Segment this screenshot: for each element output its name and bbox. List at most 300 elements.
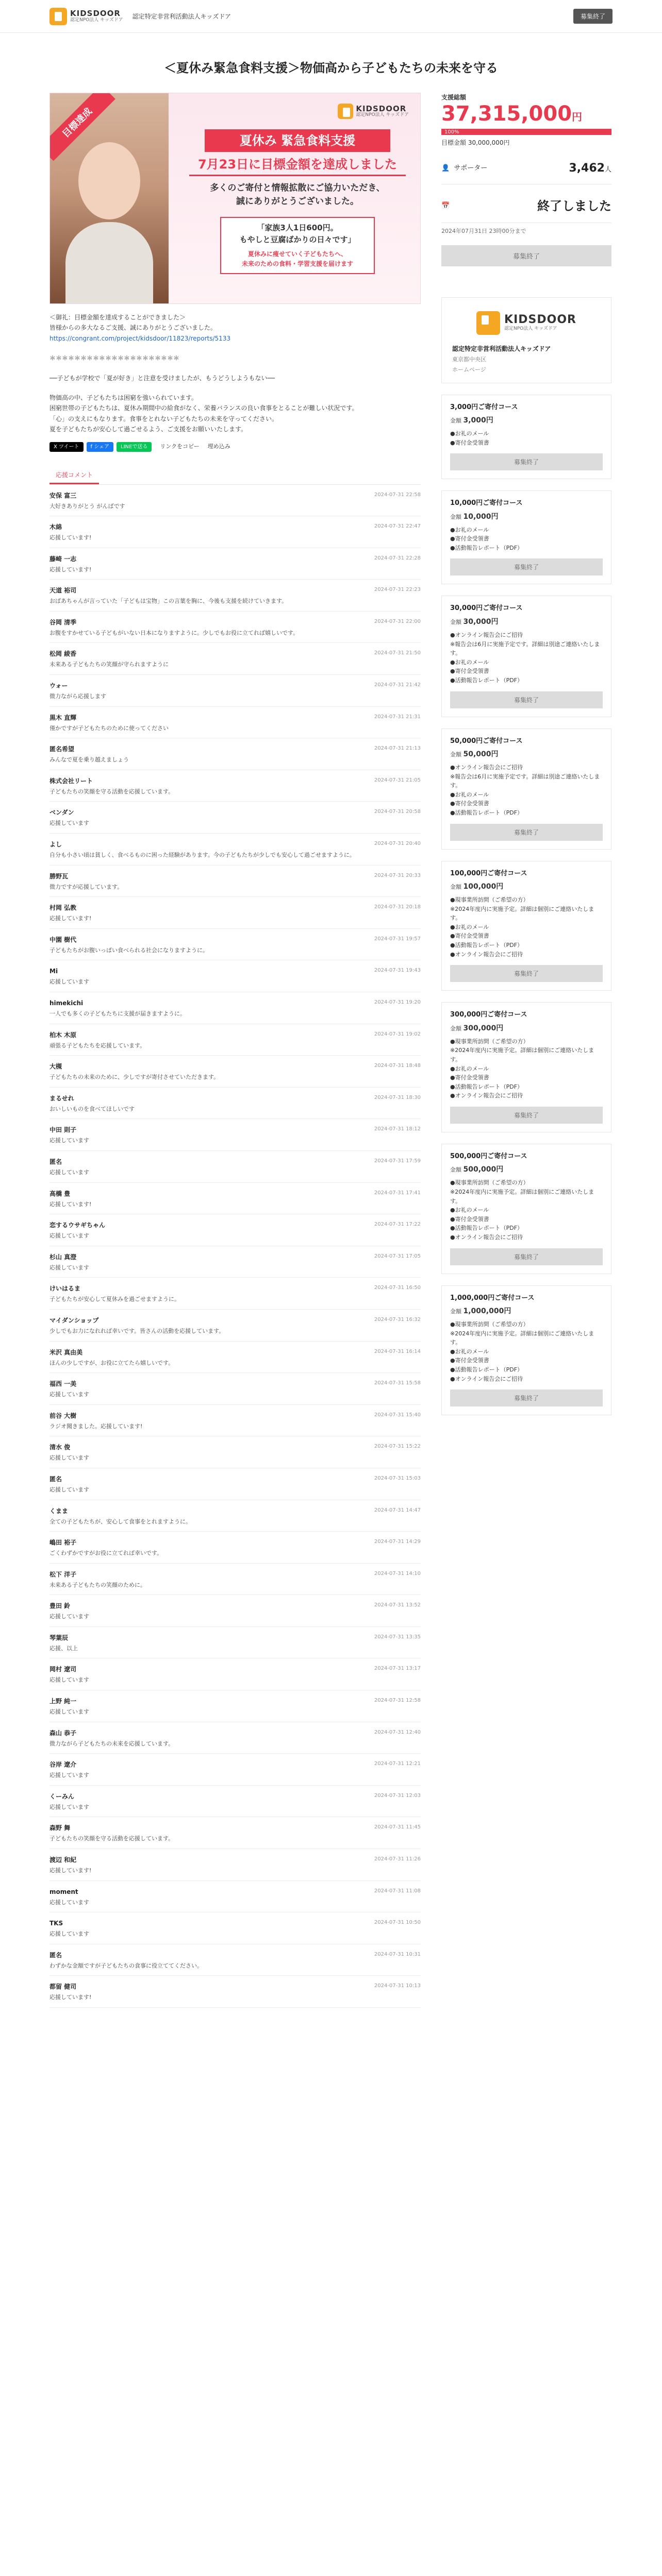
funding-summary <box>441 93 611 266</box>
course-return-item: ●寄付金受領書 <box>450 1357 489 1364</box>
comment-item <box>49 1849 421 1881</box>
org-logo[interactable] <box>452 311 601 335</box>
comment-item <box>49 1468 421 1500</box>
comment-head <box>49 840 421 849</box>
course-title: 1,000,000円ご寄付コース <box>450 1294 535 1302</box>
comment-text: みんなで夏を乗り越えましょう <box>49 756 129 764</box>
course-return-item: ●オンライン報告会にご招待 <box>450 631 523 638</box>
comment-head <box>49 1855 421 1865</box>
comment-item <box>49 1342 421 1374</box>
course-price-label: 金額 <box>450 884 461 891</box>
comment-date: 2024-07-31 12:58 <box>374 1698 421 1704</box>
comment-date: 2024-07-31 13:17 <box>374 1666 421 1672</box>
course-returns <box>450 1320 603 1383</box>
comment-head <box>49 1189 421 1198</box>
comment-head <box>49 1633 421 1642</box>
comment-head <box>49 1379 421 1388</box>
comment-date: 2024-07-31 22:00 <box>374 618 421 624</box>
course-price <box>450 882 603 892</box>
funding-progress-label: 100% <box>444 129 459 135</box>
comment-item <box>49 643 421 675</box>
comment-date: 2024-07-31 15:40 <box>374 1412 421 1418</box>
description-line: ＜御礼：目標金額を達成することができました＞ <box>49 314 186 321</box>
comment-text: わずかな金額ですが子どもたちの食事に役立ててください。 <box>49 1962 203 1969</box>
comment-item <box>49 1564 421 1596</box>
comment-head <box>49 681 421 690</box>
course-price <box>450 415 603 426</box>
comment-date: 2024-07-31 20:58 <box>374 809 421 815</box>
comment-text: 応援しています! <box>49 915 92 922</box>
org-logo-title: KIDSDOOR <box>504 313 576 327</box>
comment-head <box>49 649 421 658</box>
comment-author: 匿名希望 <box>49 745 75 753</box>
course-price-label: 金額 <box>450 417 461 424</box>
comment-text: 少しでもお力になれれば幸いです。皆さんの活動を応援しています。 <box>49 1327 225 1334</box>
comment-author: よし <box>49 841 62 849</box>
course-return-item: ●お礼のメール <box>450 1348 489 1355</box>
comment-date: 2024-07-31 21:05 <box>374 777 421 783</box>
comment-head <box>49 967 421 976</box>
comment-item <box>49 1595 421 1627</box>
comment-author: 森山 恭子 <box>49 1729 77 1737</box>
comment-text: 未来ある子どもたちの笑顔のために。 <box>49 1581 146 1588</box>
comment-date: 2024-07-31 20:40 <box>374 841 421 847</box>
comment-date: 2024-07-31 18:30 <box>374 1094 421 1100</box>
course-return-item: ●現事業所訪問（ご希望の方） <box>450 1038 529 1045</box>
comment-item <box>49 866 421 897</box>
comment-date: 2024-07-31 13:35 <box>374 1634 421 1640</box>
comment-date: 2024-07-31 21:42 <box>374 682 421 688</box>
comment-head <box>49 1094 421 1103</box>
supporters-row <box>441 152 611 184</box>
org-name[interactable]: 認定特定非営利活動法人キッズドア <box>452 345 551 352</box>
description-line: 皆様からの多大なるご支援、誠にありがとうございました。 <box>49 324 217 332</box>
comment-item <box>49 960 421 992</box>
comment-item <box>49 1690 421 1722</box>
comment-item <box>49 929 421 961</box>
description-line: 夏を子どもたちが安心して過ごせるよう、ご支援をお願いいたします。 <box>49 426 247 433</box>
comment-date: 2024-07-31 20:33 <box>374 872 421 878</box>
site-logo[interactable] <box>49 8 123 25</box>
hero-quote-box <box>220 217 375 274</box>
main-column <box>49 93 421 2008</box>
comment-text: お腹をすかせている子どもがいない日本になりますように。少しでもお役に立てれば嬉しいです。 <box>49 629 299 636</box>
comment-author: 木綿 <box>49 523 62 531</box>
comment-author: 清水 俊 <box>49 1444 71 1451</box>
description-spacer <box>49 383 421 393</box>
comment-item <box>49 1373 421 1405</box>
org-logo-sub: 認定NPO法人 キッズドア <box>504 326 557 331</box>
comment-text: 応援しています! <box>49 1200 92 1208</box>
deadline-text: 2024年07月31日 23時00分まで <box>441 228 526 234</box>
comment-date: 2024-07-31 19:43 <box>374 968 421 974</box>
course-price-label: 金額 <box>450 618 461 625</box>
kidsdoor-logo-icon <box>338 104 353 119</box>
comment-head <box>49 618 421 627</box>
comment-head <box>49 1316 421 1325</box>
comment-author: 黒木 直輝 <box>49 714 77 721</box>
comment-item <box>49 675 421 707</box>
hero-quote-line-1: 「家族3人1日600円。 <box>257 223 338 232</box>
status-row <box>441 190 611 223</box>
comment-head <box>49 1570 421 1579</box>
description-line: 「心」の支えにもなります。食事をとれない子どもたちの未来を守ってください。 <box>49 415 278 422</box>
comment-date: 2024-07-31 21:50 <box>374 650 421 656</box>
comment-text: ほんの少しですが、お役に立てたら嬉しいです。 <box>49 1359 174 1366</box>
comment-text: 応援しています <box>49 978 89 986</box>
comment-text: 応援しています <box>49 1613 89 1620</box>
comment-item <box>49 516 421 548</box>
org-location: 東京都中央区 <box>452 355 486 363</box>
comment-head <box>49 1601 421 1611</box>
comment-head <box>49 1823 421 1833</box>
comment-author: 村岡 弘教 <box>49 904 77 912</box>
comment-author: 中田 則子 <box>49 1126 77 1134</box>
comment-author: 安保 富三 <box>49 492 77 499</box>
header-left <box>49 8 231 25</box>
course-price-value: 1,000,000円 <box>463 1307 511 1316</box>
course-price-value: 500,000円 <box>463 1165 504 1174</box>
course-return-item: ●お礼のメール <box>450 526 489 533</box>
copy-link-button[interactable]: リンクをコピー <box>160 443 200 450</box>
course-return-item: ●寄付金受領書 <box>450 535 489 543</box>
hero-logo-title: KIDSDOOR <box>356 104 407 113</box>
course-return-item: ●寄付金受領書 <box>450 1215 489 1223</box>
donation-course <box>441 1002 611 1132</box>
org-homepage-link[interactable]: ホームページ <box>452 366 486 373</box>
comment-item <box>49 580 421 612</box>
comment-head <box>49 1760 421 1769</box>
comment-text: 応援しています <box>49 1168 89 1176</box>
hero-logo-text <box>356 105 409 118</box>
comment-text: 応援しています <box>49 1676 89 1684</box>
course-returns <box>450 1037 603 1100</box>
comment-head <box>49 1475 421 1484</box>
course-price-label: 金額 <box>450 1025 461 1032</box>
funding-label: 支援総額 <box>441 94 467 101</box>
comment-head <box>49 1665 421 1674</box>
course-price-value: 10,000円 <box>463 512 499 521</box>
course-return-item: ●寄付金受領書 <box>450 1074 489 1081</box>
comment-date: 2024-07-31 14:10 <box>374 1570 421 1577</box>
comment-item <box>49 1088 421 1120</box>
course-return-item: ●活動報告レポート（PDF） <box>450 1083 523 1090</box>
comment-item <box>49 1500 421 1532</box>
comment-item <box>49 1246 421 1278</box>
comment-item <box>49 1405 421 1437</box>
share-row <box>49 442 421 452</box>
comment-date: 2024-07-31 21:31 <box>374 714 421 720</box>
comment-text: おばあちゃんが言っていた「子どもは宝物」この言葉を胸に、今後も支援を続けていきます。 <box>49 598 288 605</box>
comment-text: 子どもたちの未来のために、少しですが寄付させていただきます。 <box>49 1074 220 1081</box>
share-line-button[interactable]: LINEで送る <box>117 442 152 452</box>
comment-item <box>49 707 421 739</box>
course-price <box>450 1023 603 1034</box>
supporters-label-wrap <box>441 163 487 174</box>
organization-card <box>441 297 611 383</box>
comment-item <box>49 1183 421 1215</box>
comment-author: マイダンショップ <box>49 1316 99 1324</box>
supporters-unit: 人 <box>604 166 611 174</box>
comment-item <box>49 897 421 929</box>
comment-head <box>49 1443 421 1452</box>
course-returns <box>450 429 603 447</box>
comment-head <box>49 1887 421 1896</box>
comment-item <box>49 802 421 834</box>
course-ended-button[interactable]: 募集終了 <box>450 1248 603 1265</box>
comment-head <box>49 998 421 1008</box>
status-icon-wrap <box>441 201 450 211</box>
comment-text: 子どもたちの笑顔を守る活動を応援しています。 <box>49 788 174 795</box>
comment-date: 2024-07-31 18:12 <box>374 1126 421 1132</box>
comment-head <box>49 1697 421 1706</box>
comment-author: Mi <box>49 968 58 975</box>
course-ended-button[interactable]: 募集終了 <box>450 558 603 575</box>
comment-text: 子どもたちがお腹いっぱい食べられる社会になりますように。 <box>49 946 208 954</box>
course-return-item: ●オンライン報告会にご招待 <box>450 1233 523 1241</box>
comment-text: 応援しています <box>49 1899 89 1906</box>
comment-author: 豊田 鈴 <box>49 1602 71 1610</box>
comment-head <box>49 1728 421 1738</box>
course-price <box>450 1306 603 1317</box>
course-title: 100,000円ご寄付コース <box>450 869 527 877</box>
comment-author: 森野 舞 <box>49 1824 71 1832</box>
funding-amount-value: 37,315,000 <box>441 102 572 126</box>
embed-button[interactable]: 埋め込み <box>207 443 230 450</box>
funding-goal: 目標金額 30,000,000円 <box>441 139 510 146</box>
course-price <box>450 1164 603 1175</box>
comment-author: 琴葉辰 <box>49 1634 69 1641</box>
supporters-count <box>569 160 611 177</box>
course-title: 3,000円ご寄付コース <box>450 403 518 411</box>
comment-head <box>49 1951 421 1960</box>
comment-author: まるせれ <box>49 1094 74 1102</box>
comment-author: 匿名 <box>49 1951 62 1959</box>
course-price-value: 300,000円 <box>463 1024 504 1032</box>
comment-item <box>49 1944 421 1976</box>
comment-head <box>49 1030 421 1040</box>
comment-text: ラジオ聞きました。応援しています! <box>49 1422 143 1430</box>
comment-author: TKS <box>49 1920 63 1927</box>
description-spacer <box>49 344 421 353</box>
comment-date: 2024-07-31 16:50 <box>374 1285 421 1291</box>
course-returns <box>450 1178 603 1242</box>
description-line: ──子どもが学校で「夏が好き」と注意を受けましたが、もうどうしようもない── <box>49 374 275 382</box>
hero-title: 夏休み 緊急食料支援 <box>205 129 390 152</box>
comment-head <box>49 935 421 944</box>
comment-item <box>49 1310 421 1342</box>
comment-text: 未来ある子どもたちの笑顔が守られますように <box>49 661 169 668</box>
comment-author: 嶋田 裕子 <box>49 1539 77 1547</box>
comment-date: 2024-07-31 12:03 <box>374 1792 421 1799</box>
header-ended-button[interactable]: 募集終了 <box>573 9 613 24</box>
course-return-item: ●お礼のメール <box>450 1207 489 1214</box>
comment-text: 子どもたちの笑顔を守る活動を応援しています。 <box>49 1835 174 1842</box>
comment-date: 2024-07-31 17:22 <box>374 1222 421 1228</box>
comment-item <box>49 1912 421 1944</box>
comment-text: 微力ながら子どもたちの未来を応援しています。 <box>49 1740 174 1747</box>
kidsdoor-logo-icon <box>476 311 500 335</box>
comment-item <box>49 992 421 1024</box>
course-return-item: ●お礼のメール <box>450 1065 489 1072</box>
course-price <box>450 512 603 522</box>
supporters-label: サポーター <box>454 164 488 172</box>
comment-text: 応援しています <box>49 1930 89 1938</box>
tab-comments[interactable]: 応援コメント <box>49 467 99 484</box>
comment-head <box>49 1348 421 1357</box>
course-ended-button[interactable]: 募集終了 <box>450 965 603 982</box>
course-title: 500,000円ご寄付コース <box>450 1152 527 1160</box>
comment-head <box>49 554 421 564</box>
course-return-item: ●オンライン報告会にご招待 <box>450 764 523 771</box>
comment-head <box>49 522 421 532</box>
comment-item <box>49 1817 421 1849</box>
project-description <box>49 312 421 435</box>
comment-text: 微力ながら応援します <box>49 693 106 700</box>
comment-text: 応援しています <box>49 1772 89 1779</box>
comment-text: 一人でも多くの子どもたちに支援が届きますように。 <box>49 1010 186 1018</box>
comment-item <box>49 1722 421 1754</box>
comment-date: 2024-07-31 19:20 <box>374 999 421 1006</box>
comment-text: 自分も小さい頃は貧しく、食べるものに困った経験があります。今の子どもたちが少しでも安心して過ごせますように。 <box>49 852 355 859</box>
person-icon: 👤 <box>441 164 450 172</box>
course-title: 30,000円ご寄付コース <box>450 604 523 613</box>
comment-author: 株式会社リート <box>49 777 93 785</box>
comment-head <box>49 1252 421 1262</box>
comment-text: 頑張る子どもたちを応援しています。 <box>49 1042 146 1049</box>
course-title: 300,000円ご寄付コース <box>450 1011 527 1019</box>
course-ended-button[interactable]: 募集終了 <box>450 824 603 841</box>
description-line[interactable]: https://congrant.com/project/kidsdoor/11823/reports/5133 <box>49 334 231 342</box>
comment-text: 応援しています! <box>49 1994 92 2001</box>
comment-item <box>49 834 421 866</box>
course-ended-button[interactable]: 募集終了 <box>450 1107 603 1124</box>
course-return-item: ●活動報告レポート（PDF） <box>450 1225 523 1232</box>
course-return-item: ●寄付金受領書 <box>450 439 489 446</box>
course-ended-button[interactable]: 募集終了 <box>450 1389 603 1406</box>
header-org-name[interactable]: 認定特定非営利活動法人キッズドア <box>132 12 231 20</box>
comment-text: 応援しています! <box>49 1867 92 1874</box>
comment-date: 2024-07-31 22:58 <box>374 492 421 498</box>
comment-item <box>49 1976 421 2008</box>
comment-head <box>49 1506 421 1516</box>
comment-author: 柏木 木原 <box>49 1031 77 1039</box>
course-return-item: ●寄付金受領書 <box>450 933 489 940</box>
comment-item <box>49 1278 421 1310</box>
comment-head <box>49 1221 421 1230</box>
comment-head <box>49 808 421 817</box>
comment-author: 天道 裕司 <box>49 587 77 595</box>
funding-ended-button[interactable]: 募集終了 <box>441 245 611 266</box>
comment-author: 岡村 遼司 <box>49 1666 77 1673</box>
course-return-item: ※2024年度内に実施予定。詳細は個別にご連絡いたします。 <box>450 1047 594 1063</box>
comment-text: 子どもたちが安心して夏休みを過ごせますように。 <box>49 1296 180 1303</box>
goal-achieved-ribbon: 目標達成 <box>49 93 115 161</box>
share-x-button[interactable]: X ツイート <box>49 442 84 452</box>
comment-head <box>49 1919 421 1928</box>
description-line: 困窮世帯の子どもたちは、夏休み期間中の給食がなく、栄養バランスの良い食事をとることが難しい状況です。 <box>49 404 358 412</box>
course-return-item: ●お礼のメール <box>450 923 489 930</box>
course-return-item: ※2024年度内に実施予定。詳細は個別にご連絡いたします。 <box>450 1189 594 1205</box>
comment-tabs <box>49 467 421 485</box>
comment-item <box>49 1881 421 1913</box>
comment-date: 2024-07-31 16:32 <box>374 1316 421 1323</box>
course-price <box>450 617 603 628</box>
comment-author: ウォー <box>49 682 68 690</box>
course-return-item: ●オンライン報告会にご招待 <box>450 951 523 958</box>
donation-course <box>441 596 611 717</box>
description-line: ＊＊＊＊＊＊＊＊＊＊＊＊＊＊＊＊＊＊＊＊＊ <box>49 354 180 362</box>
comment-date: 2024-07-31 22:23 <box>374 587 421 593</box>
comment-head <box>49 872 421 881</box>
course-return-item: ●お礼のメール <box>450 430 489 437</box>
comment-date: 2024-07-31 10:31 <box>374 1951 421 1957</box>
comment-author: 谷岡 清季 <box>49 618 77 626</box>
comment-head <box>49 1538 421 1547</box>
supporters-value: 3,462 <box>569 162 605 175</box>
course-return-item: ※2024年度内に実施予定。詳細は個別にご連絡いたします。 <box>450 905 594 922</box>
comment-date: 2024-07-31 12:21 <box>374 1761 421 1767</box>
comment-date: 2024-07-31 19:02 <box>374 1031 421 1037</box>
comment-author: 谷岸 遼介 <box>49 1761 77 1769</box>
comment-item <box>49 1627 421 1659</box>
comment-head <box>49 1157 421 1166</box>
course-return-item: ●活動報告レポート（PDF） <box>450 1366 523 1374</box>
comment-date: 2024-07-31 17:59 <box>374 1158 421 1164</box>
comment-item <box>49 1532 421 1564</box>
course-return-item: ●活動報告レポート（PDF） <box>450 676 523 684</box>
hero-thanks-line-1: 多くのご寄付と情報拡散にご協力いただき、 <box>210 183 385 193</box>
share-facebook-button[interactable]: f シェア <box>87 442 114 452</box>
comment-text: 全ての子どもたちが、安心して食事をとれますように。 <box>49 1518 191 1525</box>
comment-date: 2024-07-31 16:14 <box>374 1348 421 1354</box>
comment-head <box>49 1284 421 1293</box>
comment-author: 高橋 豊 <box>49 1190 71 1197</box>
content-container <box>0 93 662 2008</box>
course-return-item: ※報告会は6月に実施予定です。詳細は別途ご連絡いたします。 <box>450 640 600 657</box>
funding-amount-unit: 円 <box>572 111 583 123</box>
org-logo-text <box>504 314 576 331</box>
hero-quote-note: 夏休みに痩せていく子どもたちへ、 未来のための食料・学習支援を届けます <box>241 250 353 268</box>
kidsdoor-logo-icon <box>49 8 67 25</box>
course-ended-button[interactable]: 募集終了 <box>450 691 603 708</box>
comment-item <box>49 1056 421 1088</box>
comment-date: 2024-07-31 11:45 <box>374 1824 421 1831</box>
donation-course <box>441 728 611 850</box>
comment-date: 2024-07-31 19:57 <box>374 936 421 942</box>
comment-item <box>49 548 421 580</box>
comment-author: 松下 洋子 <box>49 1570 77 1578</box>
course-return-item: ●現事業所訪問（ご希望の方） <box>450 896 529 904</box>
donation-course <box>441 1144 611 1274</box>
course-ended-button[interactable]: 募集終了 <box>450 453 603 470</box>
course-price-value: 30,000円 <box>463 617 499 626</box>
comment-text: 応援しています <box>49 1137 89 1144</box>
comment-date: 2024-07-31 11:26 <box>374 1856 421 1862</box>
description-line: 物価高の中、子どもたちは困窮を強いられています。 <box>49 394 198 401</box>
comment-text: 応援しています <box>49 1264 89 1271</box>
course-price-value: 50,000円 <box>463 750 499 759</box>
course-returns <box>450 763 603 818</box>
comment-head <box>49 903 421 912</box>
comment-date: 2024-07-31 10:50 <box>374 1920 421 1926</box>
hero-quote-line-2: もやしと豆腐ばかりの日々です」 <box>239 234 356 244</box>
course-price-label: 金額 <box>450 1166 461 1174</box>
comment-item <box>49 770 421 802</box>
hero-thanks-line-2: 誠にありがとうございました。 <box>236 196 359 207</box>
page-title: ＜夏休み緊急食料支援＞物価高から子どもたちの未来を守る <box>164 61 498 75</box>
course-returns <box>450 526 603 553</box>
